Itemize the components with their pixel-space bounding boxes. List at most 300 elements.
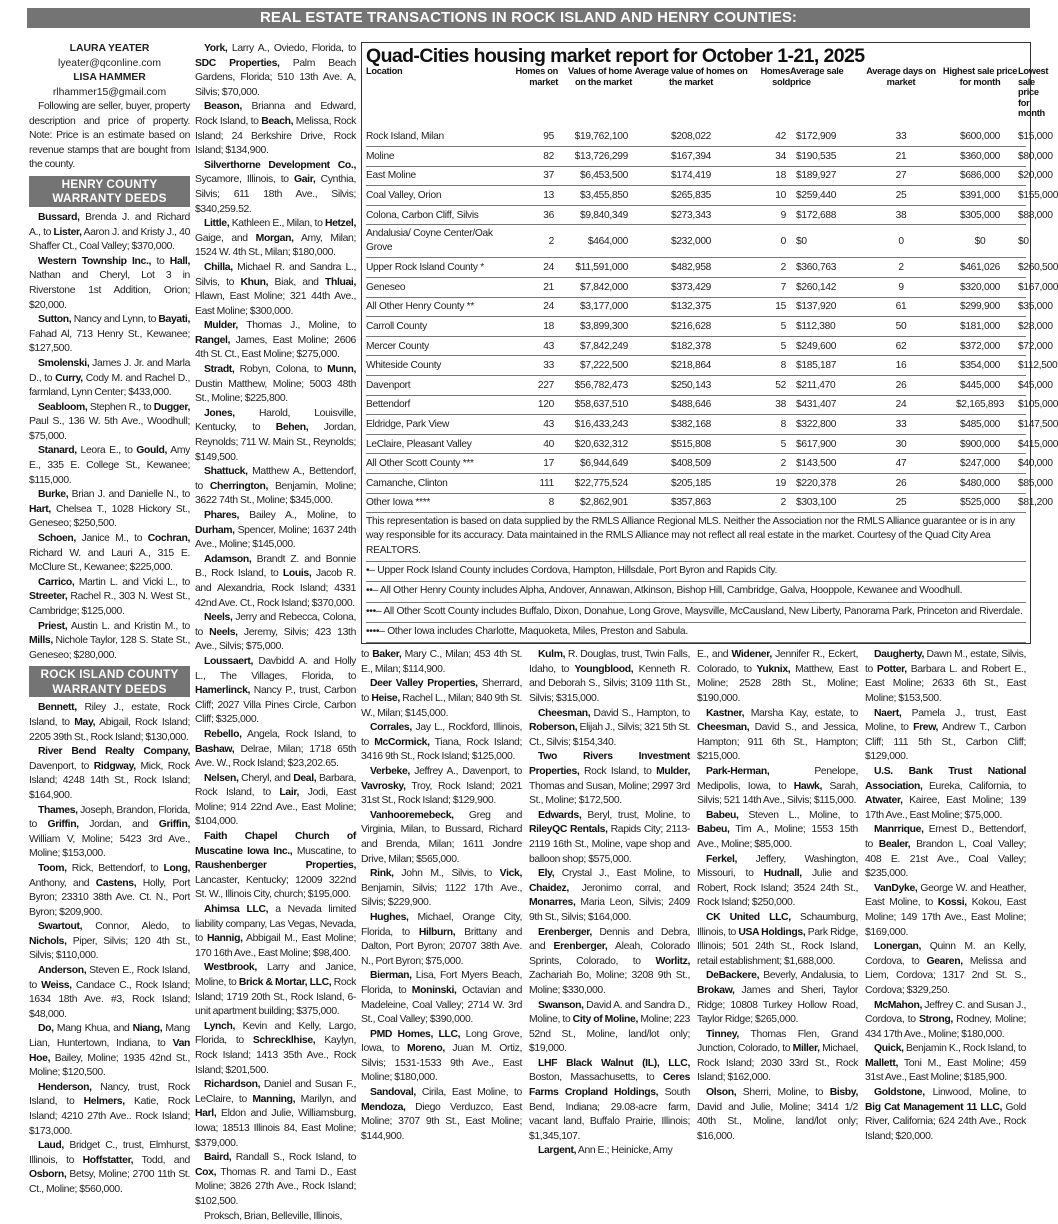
deed-entry xyxy=(195,407,356,465)
party-name: Cheesman, xyxy=(538,708,590,719)
party-name: Mills, xyxy=(29,635,53,646)
value-cell: $190,535 xyxy=(790,147,860,167)
party-name: Anderson, xyxy=(38,965,86,976)
table-row xyxy=(366,205,1026,225)
deed-entry xyxy=(865,1042,1026,1086)
deed-text: David A. and Sandra D., Moline, to xyxy=(529,1000,690,1026)
value-cell: $360,763 xyxy=(790,258,860,278)
party-name: Rebello, xyxy=(204,729,242,740)
deed-entry xyxy=(195,509,356,553)
party-name: SDC Properties, xyxy=(195,58,280,69)
party-name: Kulm, xyxy=(538,649,565,660)
deed-text: Marilyn, and xyxy=(295,1094,356,1105)
location-cell: Eldridge, Park View xyxy=(366,415,508,435)
section-header-henry: HENRY COUNTY WARRANTY DEEDS xyxy=(29,176,190,207)
value-cell: $525,000 xyxy=(942,493,1018,513)
value-cell: $19,762,100 xyxy=(558,128,632,147)
value-cell: 2 xyxy=(508,225,558,258)
deed-entry xyxy=(195,1151,356,1209)
deed-entry xyxy=(195,772,356,830)
party-name: Bayati, xyxy=(158,314,190,325)
deed-text: Daniel and Susan F., LeClaire, to xyxy=(195,1079,356,1105)
party-name: Dugger, xyxy=(154,402,190,413)
value-cell: 95 xyxy=(508,128,558,147)
author-name: LISA HAMMER xyxy=(29,71,190,86)
party-name: Kastner, xyxy=(706,708,744,719)
deed-text: Penelope, Medipolis, Iowa, to xyxy=(697,766,858,792)
table-row xyxy=(366,166,1026,186)
deed-text: Beryl, trust, Moline, to xyxy=(581,810,690,821)
deed-text: Rock Island, to xyxy=(579,766,656,777)
value-cell: $303,100 xyxy=(790,493,860,513)
value-cell: $260,500 xyxy=(1018,258,1026,278)
party-name: Swartout, xyxy=(38,921,82,932)
party-name: River Bend Realty Company, xyxy=(38,746,190,757)
value-cell: 18 xyxy=(750,166,790,186)
deed-text: Crystal J., East Moline, to xyxy=(554,868,690,879)
value-cell: 9 xyxy=(750,205,790,225)
party-name: Frew, xyxy=(913,722,938,733)
deed-entry xyxy=(29,1081,190,1139)
party-name: Rink, xyxy=(370,868,394,879)
deed-entry xyxy=(29,211,190,255)
party-name: Chilla, xyxy=(204,262,233,273)
value-cell: $464,000 xyxy=(558,225,632,258)
party-name: Baker, xyxy=(372,649,401,660)
value-cell: 25 xyxy=(860,493,942,513)
value-cell: $485,000 xyxy=(942,415,1018,435)
value-cell: $143,500 xyxy=(790,454,860,474)
deed-text: Julie and Robert, Rock Island; 3524 24th St., Rock Island; $250,000. xyxy=(697,868,858,908)
party-name: Verbeke, xyxy=(370,766,410,777)
deed-text: David S., and Jessica, Hampton; 911 6th St., Hampton; $215,000. xyxy=(697,722,858,762)
column-header: Highest sale price for month xyxy=(942,66,1018,128)
table-row xyxy=(366,128,1026,147)
deed-text: Michael, Orange City, Florida, to xyxy=(361,912,522,938)
value-cell: 8 xyxy=(750,415,790,435)
party-name: Ahimsa LLC, xyxy=(204,904,268,915)
deed-text: John M., Silvis, to xyxy=(394,868,500,879)
deed-text: Robyn, Colona, to xyxy=(234,364,327,375)
party-name: VanDyke, xyxy=(874,883,917,894)
deed-text: Gold River, California; 624 24th Ave., Rock Island; $20,000. xyxy=(865,1102,1026,1142)
value-cell: $22,775,524 xyxy=(558,474,632,494)
deed-entry xyxy=(697,765,858,809)
deed-entry xyxy=(29,444,190,488)
table-row xyxy=(366,356,1026,376)
party-name: Vanhooremebeck, xyxy=(370,810,454,821)
party-name: McCormick, xyxy=(374,737,429,748)
deed-text: Rachel L., Milan; 840 9th St. W., Milan; $145,000. xyxy=(361,693,522,719)
value-cell: $16,433,243 xyxy=(558,415,632,435)
deed-text: Matthew A., Bettendorf, to xyxy=(195,466,356,492)
deed-entry xyxy=(195,1078,356,1151)
column-1 xyxy=(29,42,190,1198)
party-name: Cheesman, xyxy=(697,722,749,733)
value-cell: $189,927 xyxy=(790,166,860,186)
deed-entry xyxy=(529,867,690,925)
party-name: Neels, xyxy=(204,612,233,623)
value-cell: $137,920 xyxy=(790,297,860,317)
value-cell: 24 xyxy=(508,258,558,278)
deed-entry xyxy=(195,830,356,903)
deed-text: Rodney, Moline; 434 17th Ave., Moline; $180,000. xyxy=(865,1014,1026,1040)
value-cell: $6,453,500 xyxy=(558,166,632,186)
value-cell: $305,000 xyxy=(942,205,1018,225)
deed-text: George W. and Heather, East Moline, to xyxy=(865,883,1026,909)
deed-entry xyxy=(29,532,190,576)
party-name: Mendoza, xyxy=(361,1102,406,1113)
location-cell: Moline xyxy=(366,147,508,167)
deed-text: Cody M. and Rachel D., farmland, Lynn Center; $433,000. xyxy=(29,373,190,399)
deed-text: Diego Verduzco, East Moline; 3707 9th St., East Moline; $144,900. xyxy=(361,1102,522,1142)
table-row xyxy=(366,258,1026,278)
deed-text: Biak, and xyxy=(268,277,325,288)
value-cell: $232,000 xyxy=(632,225,750,258)
value-cell: 37 xyxy=(508,166,558,186)
column-6 xyxy=(865,648,1026,1159)
party-name: Gair, xyxy=(294,174,315,185)
deed-entry xyxy=(865,648,1026,706)
party-name: Nelsen, xyxy=(204,773,239,784)
value-cell: 9 xyxy=(860,278,942,298)
value-cell: $299,900 xyxy=(942,297,1018,317)
deed-text: Gaige, and xyxy=(195,233,256,244)
deed-text: Eldon and Julie, Williamsburg, Iowa; 18513 Illinois 84, East Moline; $379,000. xyxy=(195,1108,356,1148)
deed-text: Steven E., Rock Island, to xyxy=(29,965,190,991)
value-cell: 2 xyxy=(860,258,942,278)
deed-entry xyxy=(195,1020,356,1078)
party-name: DeBackere, xyxy=(706,970,759,981)
value-cell: 16 xyxy=(860,356,942,376)
party-name: Mulder, xyxy=(204,320,238,331)
table-row xyxy=(366,376,1026,396)
value-cell: $600,000 xyxy=(942,128,1018,147)
deed-entry xyxy=(361,969,522,1027)
party-name: Bierman, xyxy=(370,970,412,981)
deed-text: Candace C., Rock Island; 1634 18th Ave. #3, Rock Island; $48,000. xyxy=(29,980,190,1020)
deed-text: Lancaster, Kentucky; 12009 322nd St. W., Illinois City, church; $195,000. xyxy=(195,875,356,901)
value-cell: $185,187 xyxy=(790,356,860,376)
table-row xyxy=(366,395,1026,415)
location-cell: Other Iowa **** xyxy=(366,493,508,513)
value-cell: 27 xyxy=(860,166,942,186)
deed-text: Kenneth R. and Deborah S., Silvis; 3109 11th St., Silvis; $315,000. xyxy=(529,664,690,704)
party-name: Hall, xyxy=(170,256,190,267)
value-cell: 2 xyxy=(750,493,790,513)
party-name: Jones, xyxy=(204,408,235,419)
value-cell: 0 xyxy=(860,225,942,258)
party-name: Carrico, xyxy=(38,577,74,588)
deed-text: Octavian and Madeleine, Coal Valley; 2714 W. 3rd St., Coal Valley; $390,000. xyxy=(361,985,522,1025)
table-row xyxy=(366,415,1026,435)
value-cell: 120 xyxy=(508,395,558,415)
party-name: Atwater, xyxy=(865,795,903,806)
deed-entry xyxy=(195,363,356,407)
deed-list xyxy=(195,42,356,1224)
market-report-notes xyxy=(366,513,1026,643)
value-cell: $167,394 xyxy=(632,147,750,167)
party-name: Beach, xyxy=(261,116,293,127)
deed-entry xyxy=(697,853,858,911)
deed-entry xyxy=(697,648,858,706)
value-cell: $259,440 xyxy=(790,186,860,206)
value-cell: 21 xyxy=(508,278,558,298)
party-name: Neels, xyxy=(209,627,238,638)
party-name: Potter, xyxy=(877,664,907,675)
party-name: Lair, xyxy=(279,787,299,798)
deed-entry xyxy=(697,809,858,853)
footnote: •••– All Other Scott County includes Buffalo, Dixon, Donahue, Long Grove, Maysville, McCausland, New Liberty, Panorama Park, Princeton and Riverdale. xyxy=(366,603,1026,623)
column-5 xyxy=(697,648,858,1159)
deed-text: Bridget C., trust, Elmhurst, Illinois, to xyxy=(29,1140,190,1166)
value-cell: 5 xyxy=(750,317,790,337)
party-name: Babeu, xyxy=(706,810,739,821)
deed-text: Nichole Taylor, 128 S. State St., Geneseo; $280,000. xyxy=(29,635,190,661)
deed-text: Abigail, Rock Island; 2205 39th St., Rock Island; $130,000. xyxy=(29,717,190,743)
value-cell: 111 xyxy=(508,474,558,494)
deed-text: Jordan, Reynolds; 711 W. Main St., Reynolds; $149,500. xyxy=(195,422,356,462)
deed-text: Dawn M., estate, Silvis, to xyxy=(865,649,1026,675)
party-name: Schrecklhise, xyxy=(253,1035,315,1046)
value-cell: $132,375 xyxy=(632,297,750,317)
deed-text: Rick, Bettendorf, to xyxy=(67,863,164,874)
deed-text: Kokou, East Moline; 149 17th Ave., East Moline; $169,000. xyxy=(865,897,1026,937)
deed-text: Quinn M. an Kelly, Cordova, to xyxy=(865,941,1026,967)
deed-text: Ann E.; Heinicke, Amy xyxy=(576,1145,672,1156)
deed-text: Eureka, California, to xyxy=(923,781,1026,792)
party-name: Mulder, xyxy=(656,766,690,777)
party-name: Seabloom, xyxy=(38,402,87,413)
deed-entry xyxy=(29,401,190,445)
author-email[interactable]: lyeater@qconline.com xyxy=(29,57,190,72)
value-cell: $7,222,500 xyxy=(558,356,632,376)
party-name: Moninski, xyxy=(412,985,457,996)
deed-text: Beverly, Andalusia, to xyxy=(759,970,858,981)
value-cell: $3,899,300 xyxy=(558,317,632,337)
value-cell: 5 xyxy=(750,336,790,356)
column-2 xyxy=(195,42,356,1224)
party-name: Hilburn, xyxy=(419,927,455,938)
value-cell: $20,000 xyxy=(1018,166,1026,186)
page-banner: REAL ESTATE TRANSACTIONS IN ROCK ISLAND AND HENRY COUNTIES: xyxy=(27,8,1030,28)
value-cell: $415,000 xyxy=(1018,434,1026,454)
table-row xyxy=(366,186,1026,206)
value-cell: 0 xyxy=(750,225,790,258)
value-cell: 7 xyxy=(750,278,790,298)
value-cell: $322,800 xyxy=(790,415,860,435)
deed-text: Jeffrey C. and Susan J., Cordova, to xyxy=(865,1000,1026,1026)
value-cell: 38 xyxy=(860,205,942,225)
value-cell: $211,470 xyxy=(790,376,860,396)
party-name: Erenberger, xyxy=(554,941,608,952)
location-cell: LeClaire, Pleasant Valley xyxy=(366,434,508,454)
value-cell: $617,900 xyxy=(790,434,860,454)
value-cell: 18 xyxy=(508,317,558,337)
deed-text: Katie, Rock Island; 4210 27th Ave.. Rock Island; $173,000. xyxy=(29,1096,190,1136)
value-cell: $40,000 xyxy=(1018,454,1026,474)
value-cell: 82 xyxy=(508,147,558,167)
value-cell: $58,637,510 xyxy=(558,395,632,415)
value-cell: 2 xyxy=(750,258,790,278)
value-cell: 17 xyxy=(508,454,558,474)
deed-entry xyxy=(195,903,356,961)
value-cell: $174,419 xyxy=(632,166,750,186)
deed-text: a Nevada limited liability company, Las Vegas, Nevada, to xyxy=(195,904,356,944)
location-cell: Davenport xyxy=(366,376,508,396)
location-cell: Carroll County xyxy=(366,317,508,337)
party-name: Brokaw, xyxy=(697,985,735,996)
deed-text: Hlawn, East Moline; 321 44th Ave., East Moline; $300,000. xyxy=(195,291,356,317)
deed-text: Fahad Al, 713 Henry St., Kewanee; $127,500. xyxy=(29,329,190,355)
location-cell: All Other Henry County ** xyxy=(366,297,508,317)
party-name: Bussard, xyxy=(38,212,80,223)
deed-text: Brandt Z. and Bonnie B., Rock Island, to xyxy=(195,554,356,580)
deed-entry xyxy=(361,867,522,911)
deed-text: Kaylyn, Rock Island; 1413 35th Ave., Rock Island; $201,500. xyxy=(195,1035,356,1075)
party-name: Lonergan, xyxy=(874,941,921,952)
party-name: Lister, xyxy=(54,227,82,238)
value-cell: $11,591,000 xyxy=(558,258,632,278)
value-cell: $249,600 xyxy=(790,336,860,356)
deed-text: Jeronimo corral, and xyxy=(569,883,690,894)
table-row xyxy=(366,336,1026,356)
column-header: Average sale price xyxy=(790,66,860,128)
deed-entry xyxy=(361,721,522,765)
value-cell: $372,000 xyxy=(942,336,1018,356)
party-name: Shattuck, xyxy=(204,466,248,477)
value-cell: $205,185 xyxy=(632,474,750,494)
deed-entry xyxy=(361,765,522,809)
deed-text: Thomas R. and Tami D., East Moline; 3826 27th Ave., Rock Island; $102,500. xyxy=(195,1167,356,1207)
party-name: Griffin, xyxy=(159,819,190,830)
value-cell: $482,958 xyxy=(632,258,750,278)
deed-text: Brian J. and Danielle N., to xyxy=(68,489,190,500)
deed-text: Cynthia, Silvis; 611 18th Ave., Silvis; $340,259.52. xyxy=(195,174,356,214)
value-cell: 52 xyxy=(750,376,790,396)
deed-entry xyxy=(529,648,690,706)
deed-entry xyxy=(29,255,190,313)
deed-text: Moline; 223 52nd St., Moline, land/lot only; $19,000. xyxy=(529,1014,690,1054)
value-cell: $900,000 xyxy=(942,434,1018,454)
party-name: Curry, xyxy=(55,373,83,384)
deed-text: Troy, Rock Island; 2021 31st St., Rock Island; $129,900. xyxy=(361,781,522,807)
value-cell: 24 xyxy=(508,297,558,317)
value-cell: 33 xyxy=(860,128,942,147)
value-cell: 25 xyxy=(860,186,942,206)
value-cell: $155,000 xyxy=(1018,186,1026,206)
deed-text: Dennis and Debra, and xyxy=(529,927,690,953)
deed-text: Rock Island; 1719 20th St., Rock Island, 6-unit apartment building; $375,000. xyxy=(195,977,356,1017)
party-name: Lynch, xyxy=(204,1021,235,1032)
deed-text: Riley J., estate, Rock Island, to xyxy=(29,702,190,728)
value-cell: 47 xyxy=(860,454,942,474)
party-name: Louis, xyxy=(283,568,312,579)
deed-text: Nancy and Lynn, to xyxy=(71,314,158,325)
party-name: Western Township Inc., xyxy=(38,256,151,267)
author-email[interactable]: rlhammer15@gmail.com xyxy=(29,86,190,101)
value-cell: $105,000 xyxy=(1018,395,1026,415)
value-cell: $9,840,349 xyxy=(558,205,632,225)
deed-text: Proksch, Brian, Belleville, Illinois, xyxy=(204,1211,342,1222)
value-cell: $218,864 xyxy=(632,356,750,376)
deed-entry xyxy=(195,217,356,261)
value-cell: $408,509 xyxy=(632,454,750,474)
party-name: Naert, xyxy=(874,708,901,719)
value-cell: $167,000 xyxy=(1018,278,1026,298)
deed-text: Bailey A., Moline, to xyxy=(239,510,356,521)
value-cell: 8 xyxy=(508,493,558,513)
value-cell: $445,000 xyxy=(942,376,1018,396)
deed-text: Cirila, East Moline, to xyxy=(416,1087,522,1098)
value-cell: $265,835 xyxy=(632,186,750,206)
column-header: Average days on market xyxy=(860,66,942,128)
deed-text: Brittany and Dalton, Port Byron; 20707 38th Ave. N., Port Byron; $75,000. xyxy=(361,927,522,967)
value-cell: $260,142 xyxy=(790,278,860,298)
author-name: LAURA YEATER xyxy=(29,42,190,57)
party-name: Stanard, xyxy=(38,445,77,456)
deed-text: Bailey, Moline; 1935 42nd St., Moline; $120,500. xyxy=(29,1053,190,1079)
value-cell: $220,378 xyxy=(790,474,860,494)
deed-entry xyxy=(865,999,1026,1043)
deed-list xyxy=(865,648,1026,1144)
party-name: Ely, xyxy=(538,868,554,879)
deed-text: Cheryl, and xyxy=(239,773,294,784)
value-cell: $35,000 xyxy=(1018,297,1026,317)
party-name: Harl, xyxy=(195,1108,216,1119)
deed-text: Greg and Virginia, Milan, to Bussard, Richard and Brenda, Milan; 1611 Jondre Drive, Milan; $565,000. xyxy=(361,810,522,865)
value-cell: $45,000 xyxy=(1018,376,1026,396)
deed-text: Martin L. and Vicki L., to xyxy=(74,577,190,588)
footnote: ••••– Other Iowa includes Charlotte, Maquoketa, Miles, Preston and Sabula. xyxy=(366,623,1026,643)
value-cell: $208,022 xyxy=(632,128,750,147)
deed-text: Linwood, Moline, to xyxy=(925,1087,1026,1098)
deed-text: Zachariah Bo, Moline; 3208 9th St., Moline; $330,000. xyxy=(529,970,690,996)
deed-text: Brenda J. and Richard A., to xyxy=(29,212,190,238)
value-cell: $112,380 xyxy=(790,317,860,337)
deed-text: Toni M., East Moline; 459 31st Ave., East Moline; $185,900. xyxy=(865,1058,1026,1084)
party-name: Little, xyxy=(204,218,229,229)
value-cell: 26 xyxy=(860,376,942,396)
deed-text: Stephen R., to xyxy=(87,402,153,413)
deed-entry xyxy=(697,1028,858,1086)
deed-text: Anthony, and xyxy=(29,878,96,889)
deed-text: Rapids City; 2113-2119 16th St., Moline, vape shop and balloon shop; $575,000. xyxy=(529,824,690,864)
party-name: Heise, xyxy=(371,693,400,704)
party-name: Hawk, xyxy=(794,781,822,792)
value-cell: 2 xyxy=(750,454,790,474)
party-name: Beason, xyxy=(204,101,242,112)
value-cell: 19 xyxy=(750,474,790,494)
value-cell: 24 xyxy=(860,395,942,415)
party-name: Phares, xyxy=(204,510,239,521)
deed-entry xyxy=(865,882,1026,940)
deed-entry xyxy=(29,313,190,357)
deed-text: Melissa and Liem, Cordova; 1317 2nd St. S., Cordova; $329,250. xyxy=(865,956,1026,996)
deed-entry xyxy=(361,648,522,677)
value-cell: $431,407 xyxy=(790,395,860,415)
column-header: Homes sold xyxy=(750,66,790,128)
party-name: PMD Homes, LLC, xyxy=(370,1029,460,1040)
deed-text: Thomas and Susan, Moline; 2997 3rd St., Moline; $172,500. xyxy=(529,781,690,807)
disclaimer: This representation is based on data supplied by the RMLS Alliance Regional MLS. Neither the Association nor the RMLS Alliance guarantee or is in any way responsible for its accuracy. Data maintained in the RMLS Alliance may not reflect all real estate in the market. Courtesy of the Quad City Area REALTORS. xyxy=(366,513,1026,562)
deed-text: Maria Leon, Silvis; 2409 9th St., Silvis; $164,000. xyxy=(529,897,690,923)
deed-text: Long Grove, Iowa, to xyxy=(361,1029,522,1055)
party-name: Burke, xyxy=(38,489,68,500)
deed-entry xyxy=(195,465,356,509)
deed-text: Nathan and Cheryl, Lot 3 in Riverstone 1st Addition, Orion; $20,000. xyxy=(29,270,190,310)
party-name: Faith Chapel Church of Muscatine Iowa Inc., xyxy=(195,831,356,857)
